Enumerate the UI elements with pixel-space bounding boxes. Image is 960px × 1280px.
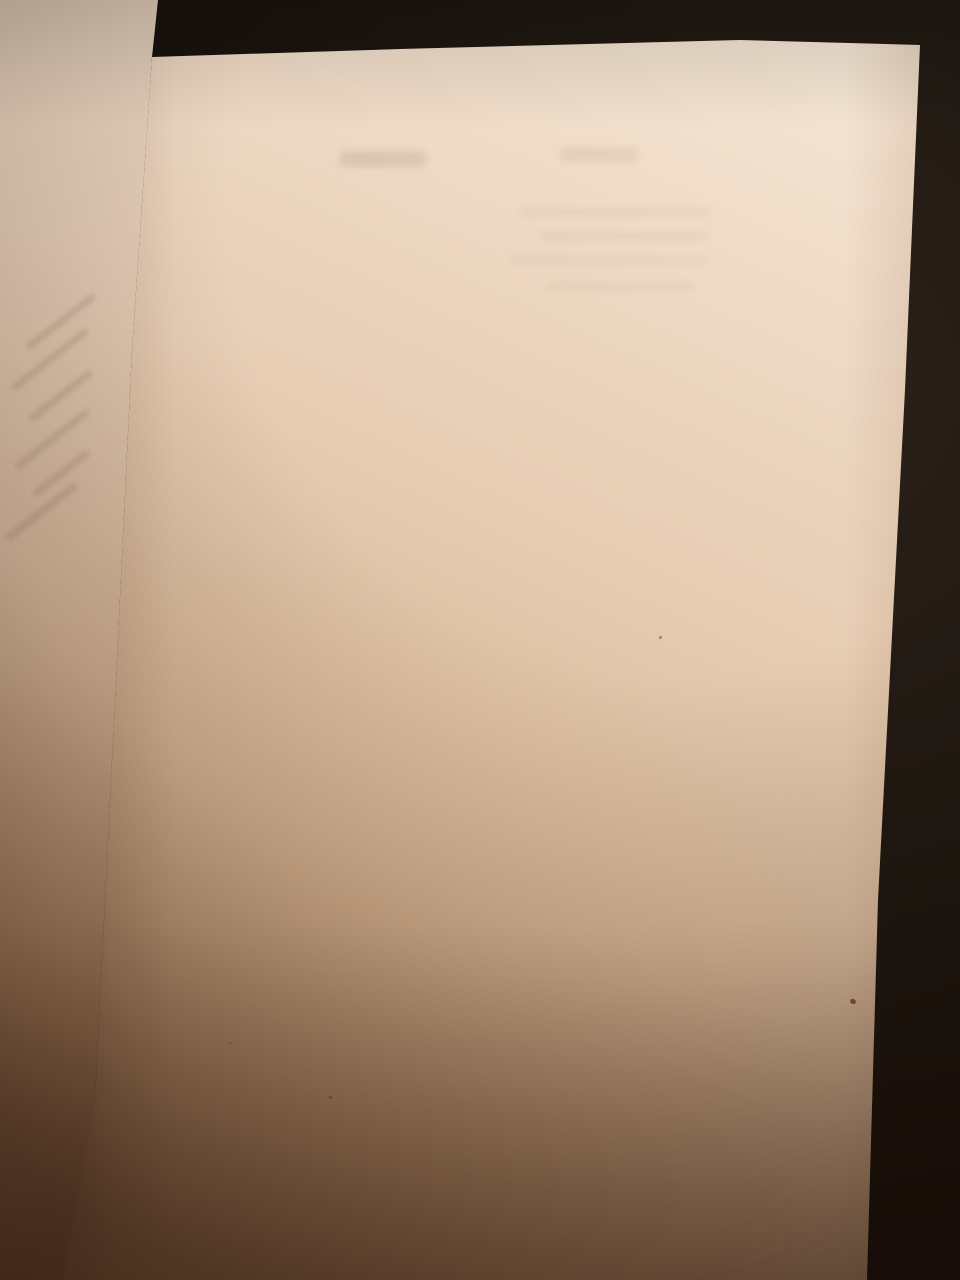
showthrough-smudge: [560, 147, 638, 162]
page-edge-shadow: [845, 0, 925, 1280]
showthrough-smudge: [340, 151, 426, 167]
toc-list: [205, 213, 805, 1223]
